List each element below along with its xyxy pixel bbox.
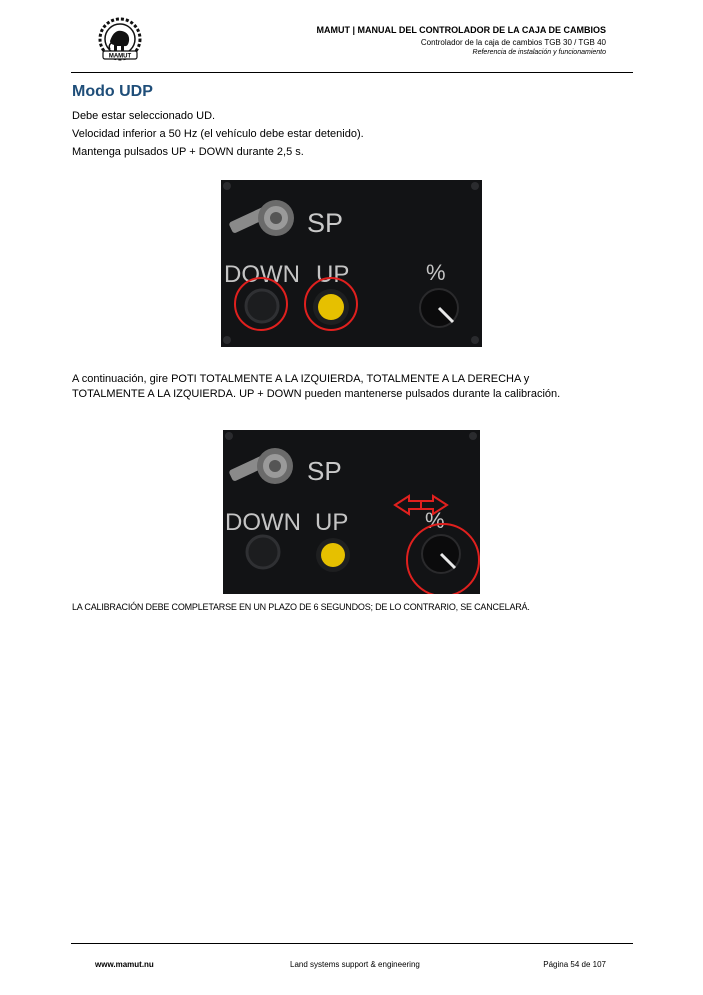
section-heading: Modo UDP: [72, 83, 153, 100]
label-up: UP: [316, 261, 350, 288]
header-reference: Referencia de instalación y funcionamiento: [472, 49, 606, 56]
footer-divider: [71, 943, 633, 944]
calibration-paragraph-line-1: A continuación, gire POTI TOTALMENTE A LA IZQUIERDA, TOTALMENTE A LA DERECHA y: [72, 373, 530, 385]
label-percent: %: [426, 260, 446, 285]
label-up: UP: [315, 509, 349, 536]
label-sp: SP: [307, 456, 342, 486]
potentiometer-knob: [422, 535, 460, 573]
footer-page-number: Página 54 de 107: [543, 960, 606, 969]
instruction-line-3: Mantenga pulsados UP + DOWN durante 2,5 s.: [72, 146, 304, 158]
calibration-paragraph-line-2: TOTALMENTE A LA IZQUIERDA. UP + DOWN pueden mantenerse pulsados durante la calibración.: [72, 388, 561, 400]
potentiometer-knob: [420, 289, 458, 327]
mamut-logo: [94, 17, 146, 63]
header-title: MAMUT | MANUAL DEL CONTROLADOR DE LA CAJA DE CAMBIOS: [316, 25, 606, 35]
instruction-line-2: Velocidad inferior a 50 Hz (el vehículo debe estar detenido).: [72, 128, 364, 140]
label-percent: %: [425, 508, 445, 533]
control-panel-photo-2: [223, 430, 480, 594]
label-down: DOWN: [225, 509, 301, 536]
header-subtitle: Controlador de la caja de cambios TGB 30 / TGB 40: [420, 38, 606, 47]
header-divider: [71, 72, 633, 73]
down-button: [246, 290, 278, 322]
label-sp: SP: [307, 208, 344, 238]
control-panel-photo-1: [221, 180, 482, 347]
footer-tagline: Land systems support & engineering: [290, 960, 420, 969]
calibration-warning: LA CALIBRACIÓN DEBE COMPLETARSE EN UN PLAZO DE 6 SEGUNDOS; DE LO CONTRARIO, SE CANCELARÁ.: [72, 602, 530, 612]
footer-website: www.mamut.nu: [95, 960, 154, 969]
up-button: [318, 294, 344, 320]
instruction-line-1: Debe estar seleccionado UD.: [72, 110, 216, 122]
down-button: [247, 536, 279, 568]
label-down: DOWN: [224, 261, 300, 288]
up-button: [321, 543, 345, 567]
logo-text: MAMUT: [108, 53, 132, 60]
